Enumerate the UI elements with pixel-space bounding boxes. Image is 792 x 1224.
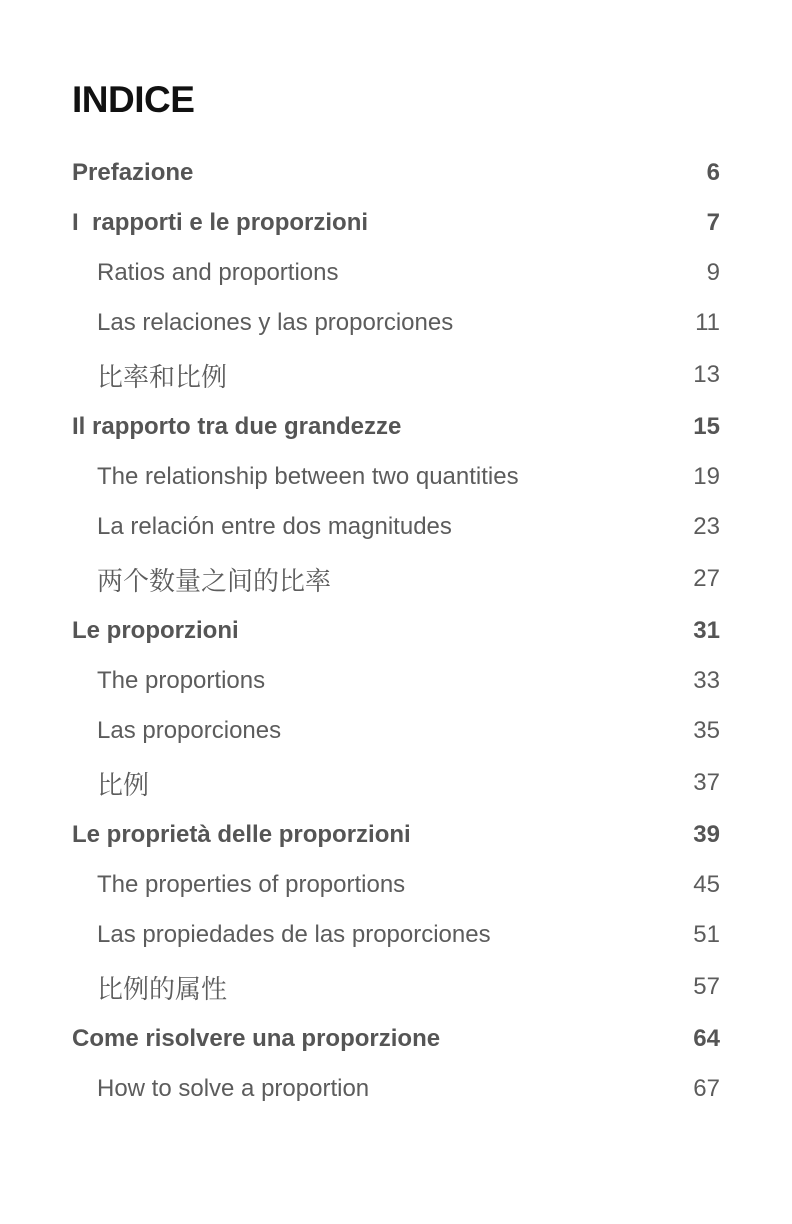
toc-entry[interactable]	[72, 148, 720, 198]
toc-subentry-page: 37	[693, 769, 720, 796]
toc-subentry-page: 67	[693, 1075, 720, 1102]
toc-subentry[interactable]	[72, 1064, 720, 1114]
toc-subentry[interactable]	[72, 552, 720, 606]
toc-subentry-label: Las propiedades de las proporciones	[97, 921, 491, 948]
toc-subentry[interactable]	[72, 502, 720, 552]
toc-subentry[interactable]	[72, 298, 720, 348]
toc-entry-label: Come risolvere una proporzione	[72, 1025, 441, 1052]
toc-entry-label: Le proprietà delle proporzioni	[72, 821, 411, 848]
toc-subentry[interactable]	[72, 860, 720, 910]
toc-subentry-page: 23	[693, 513, 720, 540]
toc-entry[interactable]	[72, 198, 720, 248]
toc-subentry[interactable]	[72, 656, 720, 706]
toc-entry[interactable]	[72, 402, 720, 452]
toc-entry-label: Le proporzioni	[72, 617, 239, 644]
toc-subentry-label: The proportions	[97, 667, 266, 694]
toc-entry[interactable]	[72, 606, 720, 656]
toc-subentry[interactable]	[72, 960, 720, 1014]
table-of-contents	[72, 148, 720, 1114]
toc-entry-label: Il rapporto tra due grandezze	[72, 413, 402, 440]
toc-subentry-label: Las proporciones	[97, 717, 282, 744]
toc-subentry-label: The properties of proportions	[97, 871, 406, 898]
toc-subentry-page: 13	[693, 361, 720, 388]
toc-subentry-label: 比例的属性	[97, 974, 228, 1005]
toc-subentry-label: The relationship between two quantities	[97, 463, 519, 490]
toc-subentry[interactable]	[72, 756, 720, 810]
toc-subentry-page: 19	[693, 463, 720, 490]
toc-entry-page: 64	[693, 1025, 720, 1052]
toc-subentry-page: 51	[693, 921, 720, 948]
toc-entry-page: 7	[706, 209, 720, 236]
toc-subentry[interactable]	[72, 910, 720, 960]
toc-subentry-page: 9	[706, 259, 720, 286]
toc-entry[interactable]	[72, 810, 720, 860]
toc-entry-label: Prefazione	[72, 159, 194, 186]
toc-subentry-label: 比例	[97, 770, 150, 801]
toc-subentry-label: 比率和比例	[97, 362, 228, 393]
toc-subentry-page: 35	[693, 717, 720, 744]
toc-subentry-page: 11	[695, 309, 720, 336]
toc-subentry-label: Ratios and proportions	[97, 259, 339, 286]
toc-subentry-page: 45	[693, 871, 720, 898]
toc-entry-page: 15	[693, 413, 720, 440]
toc-subentry-page: 57	[693, 973, 720, 1000]
toc-subentry-label: 两个数量之间的比率	[97, 566, 332, 597]
toc-subentry[interactable]	[72, 706, 720, 756]
document-page	[72, 0, 720, 1224]
toc-subentry-page: 33	[693, 667, 720, 694]
toc-entry[interactable]	[72, 1014, 720, 1064]
toc-subentry[interactable]	[72, 452, 720, 502]
toc-entry-page: 6	[706, 159, 720, 186]
toc-subentry-label: How to solve a proportion	[97, 1075, 370, 1102]
toc-subentry[interactable]	[72, 348, 720, 402]
toc-subentry-page: 27	[693, 565, 720, 592]
toc-subentry-label: Las relaciones y las proporciones	[97, 309, 454, 336]
page-title: INDICE	[72, 79, 195, 120]
toc-entry-label: I rapporti e le proporzioni	[72, 209, 369, 236]
toc-entry-page: 39	[693, 821, 720, 848]
toc-entry-page: 31	[693, 617, 720, 644]
toc-subentry[interactable]	[72, 248, 720, 298]
toc-subentry-label: La relación entre dos magnitudes	[97, 513, 452, 540]
